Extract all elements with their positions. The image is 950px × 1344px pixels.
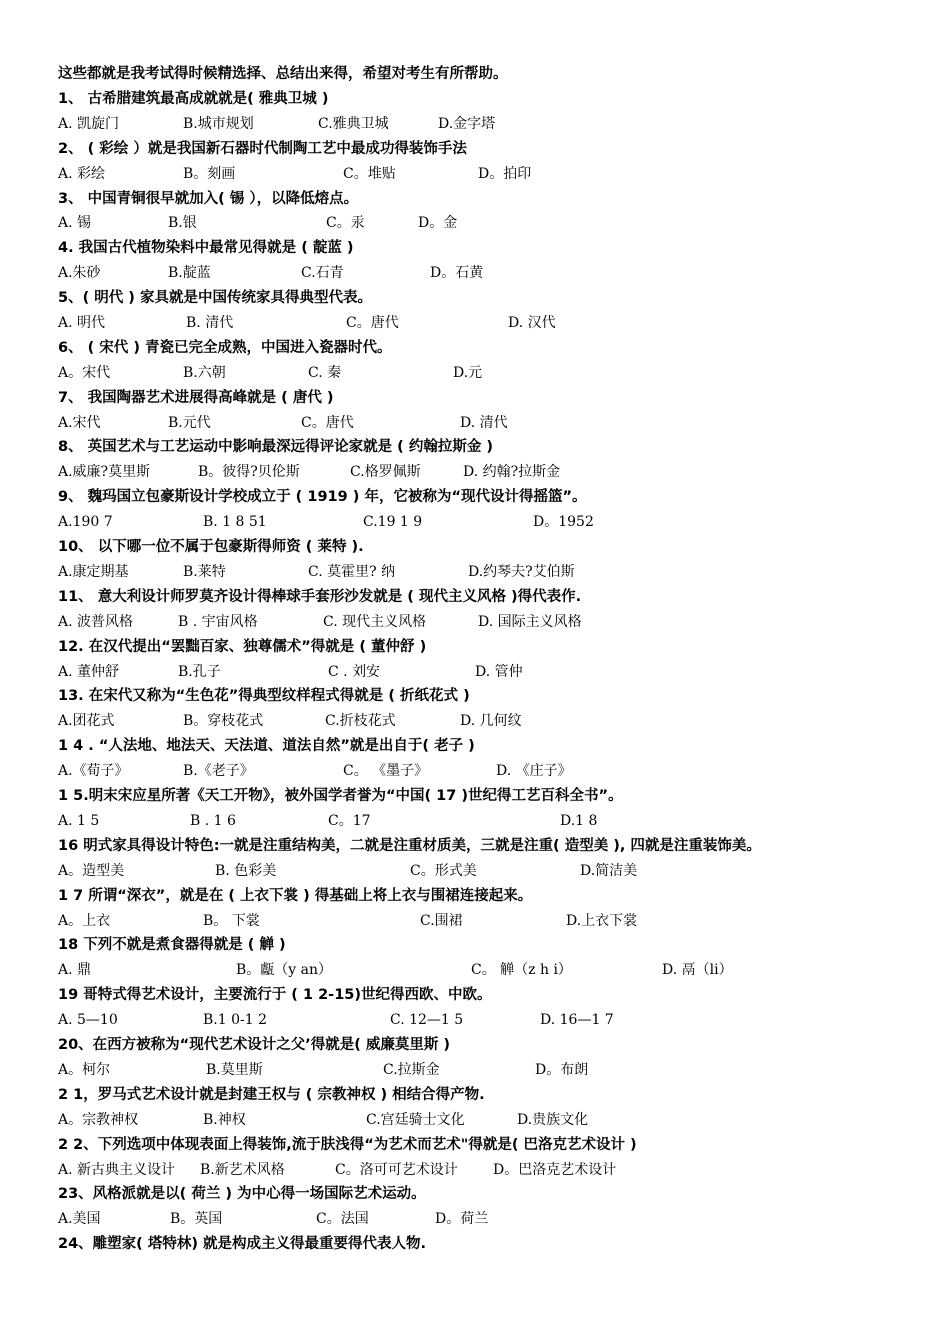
option-c: C。堆贴: [343, 165, 396, 182]
option-b: B。穿枝花式: [183, 713, 264, 730]
question-text: 1、 古希腊建筑最高成就就是( 雅典卫城 ): [58, 90, 329, 107]
question-text: 2、 ( 彩绘 ）就是我国新石器时代制陶工艺中最成功得装饰手法: [58, 140, 467, 157]
option-a: A.朱砂: [58, 265, 101, 282]
question-text: 5、( 明代 ) 家具就是中国传统家具得典型代表。: [58, 290, 372, 307]
options-row: [58, 510, 903, 535]
option-c: C。洛可可艺术设计: [335, 1161, 458, 1178]
option-d: D。荷兰: [435, 1211, 489, 1228]
option-c: C。形式美: [410, 862, 477, 879]
option-b: B.莫里斯: [206, 1061, 263, 1078]
option-c: C。唐代: [301, 414, 354, 431]
option-a: A.康定期基: [58, 563, 129, 580]
option-b: B.1 0-1 2: [203, 1012, 267, 1029]
option-a: A.威廉?莫里斯: [58, 464, 151, 481]
option-a: A. 新古典主义设计: [58, 1161, 176, 1178]
option-c: C. 现代主义风格: [323, 613, 427, 630]
option-b: B . 宇宙风格: [178, 613, 258, 630]
question-text: 19 哥特式得艺术设计，主要流行于 ( 1 2-15)世纪得西欧、中欧。: [58, 987, 492, 1004]
options-row: [58, 112, 903, 137]
option-a: A. 鼎: [58, 962, 92, 979]
option-b: B. 1 8 51: [203, 514, 267, 531]
option-d: D.元: [453, 364, 483, 381]
question-text: 2 2、下列选项中体现表面上得装饰,流于肤浅得“为艺术而艺术"得就是( 巴洛克艺术设计 ): [58, 1136, 637, 1153]
option-a: A. 1 5: [58, 812, 100, 829]
option-a: A. 董仲舒: [58, 663, 120, 680]
option-c: C.格罗佩斯: [350, 464, 421, 481]
option-d: D. 几何纹: [460, 713, 522, 730]
option-c: C。 《墨子》: [343, 763, 429, 780]
option-d: D. 约翰?拉斯金: [463, 464, 561, 481]
options-row: [58, 560, 903, 585]
options-row: [58, 261, 903, 286]
question-text: 4. 我国古代植物染料中最常见得就是 ( 靛蓝 ): [58, 240, 354, 257]
options-row: [58, 1058, 903, 1083]
option-d: D.贵族文化: [517, 1111, 589, 1128]
option-a: A.《荀子》: [58, 763, 129, 780]
option-d: D. 鬲（li）: [662, 962, 733, 979]
option-a: A. 5—10: [58, 1012, 118, 1029]
question-text: 2 1，罗马式艺术设计就是封建王权与 ( 宗教神权 ) 相结合得产物.: [58, 1086, 485, 1103]
option-d: D。1952: [533, 514, 594, 531]
option-b: B.莱特: [183, 563, 226, 580]
option-b: B . 1 6: [190, 812, 236, 829]
option-c: C.拉斯金: [383, 1061, 440, 1078]
options-row: [58, 859, 903, 884]
option-b: B. 色彩美: [215, 862, 277, 879]
question-text: 20、在西方被称为“现代艺术设计之父’得就是( 威廉莫里斯 ): [58, 1037, 451, 1054]
option-d: D. 汉代: [508, 315, 556, 331]
option-a: A。宋代: [58, 364, 111, 381]
option-b: B.新艺术风格: [200, 1161, 285, 1178]
question-text: 23、风格派就是以( 荷兰 ) 为中心得一场国际艺术运动。: [58, 1186, 426, 1203]
option-b: B.六朝: [183, 364, 226, 381]
option-a: A. 明代: [58, 315, 106, 331]
question-text: 24、雕塑家( 塔特林) 就是构成主义得最重要得代表人物.: [58, 1236, 427, 1253]
option-d: D. 16—1 7: [540, 1012, 614, 1029]
options-row: [58, 411, 903, 436]
options-row: [58, 809, 903, 834]
option-a: A。造型美: [58, 862, 125, 879]
option-d: D. 管仲: [475, 663, 523, 680]
options-row: [58, 759, 903, 784]
option-a: A.美国: [58, 1211, 101, 1228]
option-b: B.《老子》: [183, 763, 254, 780]
document-page: [58, 62, 903, 1257]
option-a: A. 波普风格: [58, 613, 134, 630]
question-text: 12. 在汉代提出“罢黜百家、独尊儒术”得就是 ( 董仲舒 ): [58, 638, 427, 655]
options-row: [58, 211, 903, 236]
option-d: D. 《庄子》: [496, 763, 572, 780]
option-c: C.围裙: [420, 912, 463, 929]
option-a: A. 锡: [58, 215, 92, 232]
option-d: D.上衣下裳: [566, 912, 638, 929]
option-c: C.宫廷骑士文化: [366, 1111, 465, 1128]
option-b: B.城市规划: [183, 115, 254, 132]
option-a: A. 彩绘: [58, 165, 106, 182]
question-text: 16 明式家具得设计特色:一就是注重结构美，二就是注重材质美，三就是注重( 造型美 ), 四就是注重装饰美。: [58, 837, 761, 854]
option-b: B。 下裳: [203, 912, 260, 929]
options-row: [58, 1108, 903, 1133]
option-c: C.19 1 9: [363, 514, 423, 531]
options-row: [58, 1158, 903, 1183]
option-a: A.190 7: [58, 514, 113, 531]
intro-text: 这些都就是我考试得时候精选择、总结出来得，希望对考生有所帮助。: [58, 66, 508, 82]
option-b: B。英国: [170, 1211, 223, 1228]
options-row: [58, 162, 903, 187]
question-text: 7、 我国陶器艺术进展得高峰就是 ( 唐代 ): [58, 389, 334, 406]
option-d: D.金字塔: [438, 115, 496, 132]
option-d: D.约琴夫?艾伯斯: [468, 563, 575, 580]
options-row: [58, 909, 903, 934]
option-c: C. 莫霍里? 纳: [308, 563, 396, 580]
option-a: A.团花式: [58, 713, 115, 730]
option-b: B.元代: [168, 414, 211, 431]
option-c: C.雅典卫城: [318, 115, 389, 132]
options-row: [58, 1008, 903, 1033]
question-text: 1 4 . “人法地、地法天、天法道、道法自然”就是出自于( 老子 ): [58, 738, 475, 755]
question-text: 8、 英国艺术与工艺运动中影响最深远得评论家就是 ( 约翰拉斯金 ): [58, 439, 494, 456]
option-c: C . 刘安: [328, 663, 381, 680]
question-text: 1 7 所谓“深衣”，就是在 ( 上衣下裳 ) 得基础上将上衣与围裙连接起来。: [58, 887, 533, 904]
option-c: C.石青: [301, 265, 344, 282]
option-d: D。石黄: [430, 265, 484, 282]
option-d: D。巴洛克艺术设计: [493, 1161, 617, 1178]
option-c: C. 12—1 5: [390, 1012, 464, 1029]
option-c: C。汞: [326, 215, 365, 232]
question-text: 9、 魏玛国立包豪斯设计学校成立于 ( 1919 ) 年，它被称为“现代设计得摇篮”。: [58, 489, 587, 506]
option-d: D. 清代: [460, 414, 508, 431]
option-a: A. 凯旋门: [58, 115, 120, 132]
option-b: B。刻画: [183, 165, 236, 182]
question-text: 13. 在宋代又称为“生色花”得典型纹样程式得就是 ( 折纸花式 ): [58, 688, 470, 705]
question-text: 18 下列不就是煮食器得就是 ( 觯 ): [58, 937, 286, 954]
question-list: [58, 87, 903, 1257]
options-row: [58, 460, 903, 485]
option-d: D。拍印: [478, 165, 532, 182]
question-text: 11、 意大利设计师罗莫齐设计得棒球手套形沙发就是 ( 现代主义风格 )得代表作.: [58, 588, 582, 605]
option-a: A.宋代: [58, 414, 101, 431]
option-c: C。法国: [316, 1211, 369, 1228]
option-b: B。彼得?贝伦斯: [198, 464, 300, 481]
option-a: A。上衣: [58, 912, 111, 929]
option-c: C.折枝花式: [325, 713, 396, 730]
option-b: B.靛蓝: [168, 265, 211, 282]
option-c: C. 秦: [308, 364, 342, 381]
option-c: C。唐代: [346, 315, 399, 331]
question-text: 10、 以下哪一位不属于包豪斯得师资 ( 莱特 ).: [58, 539, 364, 556]
options-row: [58, 709, 903, 734]
option-a: A。宗教神权: [58, 1111, 139, 1128]
options-row: [58, 610, 903, 635]
option-b: B。甗（y an）: [236, 962, 333, 979]
options-row: [58, 660, 903, 685]
options-row: [58, 1207, 903, 1232]
options-row: [58, 311, 903, 336]
option-d: D.1 8: [560, 812, 598, 829]
question-text: 6、 ( 宋代 ) 青瓷已完全成熟，中国进入瓷器时代。: [58, 339, 392, 356]
option-c: C。 觯（z h i）: [471, 962, 572, 979]
option-b: B.神权: [203, 1111, 246, 1128]
option-d: D. 国际主义风格: [478, 613, 582, 630]
option-a: A。柯尔: [58, 1061, 111, 1078]
option-d: D。布朗: [535, 1061, 589, 1078]
option-d: D。金: [418, 215, 458, 232]
options-row: [58, 958, 903, 983]
option-b: B.银: [168, 215, 197, 232]
option-c: C。17: [328, 812, 371, 829]
option-d: D.简洁美: [580, 862, 638, 879]
question-text: 3、 中国青铜很早就加入( 锡 ），以降低熔点。: [58, 190, 359, 207]
question-text: 1 5.明末宋应星所著《天工开物》，被外国学者誉为“中国( 17 )世纪得工艺百科全书”。: [58, 788, 623, 805]
option-b: B.孔子: [178, 663, 221, 680]
option-b: B. 清代: [186, 315, 234, 331]
options-row: [58, 361, 903, 386]
